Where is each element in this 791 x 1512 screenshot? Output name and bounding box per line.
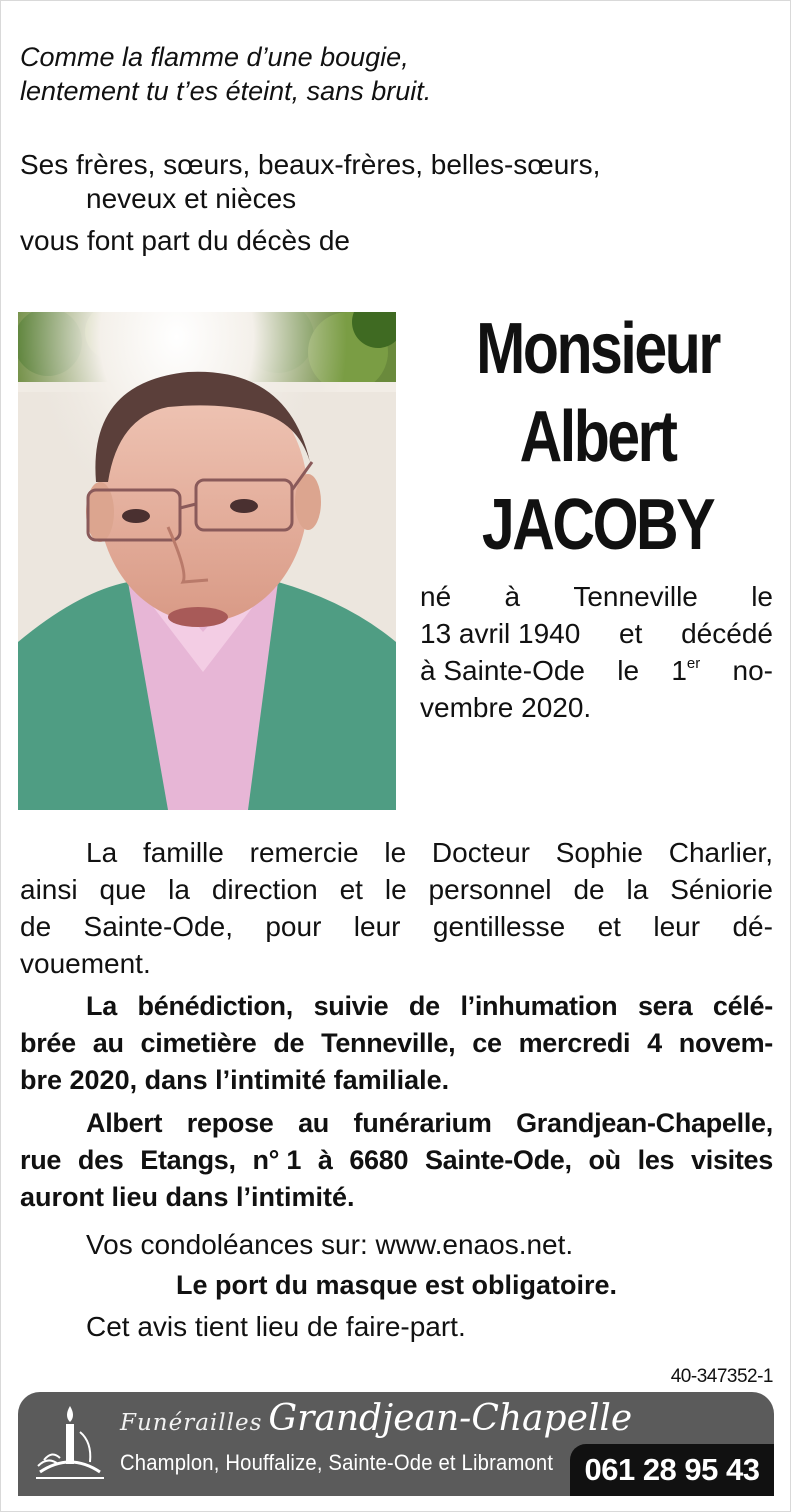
word: personnel	[428, 874, 552, 905]
ceremony-line-3: bre 2020, dans l’intimité familiale.	[20, 1065, 450, 1095]
thanks-line-1	[20, 834, 773, 871]
funeral-home-banner	[18, 1392, 774, 1496]
repose-line-2	[20, 1142, 773, 1179]
word: Sainte-Ode,	[424, 1145, 572, 1175]
word: gentillesse	[432, 911, 566, 942]
birth-word-le: le	[617, 655, 640, 686]
word: Grandjean-Chapelle,	[516, 1108, 773, 1138]
thanks-line-4: vouement.	[20, 948, 151, 979]
word: les	[637, 1145, 675, 1175]
word: brée	[20, 1028, 76, 1058]
birth-place-death: à Sainte-Ode	[420, 655, 585, 686]
word: et	[619, 618, 643, 649]
word: Sophie	[555, 837, 643, 868]
reference-number: 40-347352-1	[670, 1366, 773, 1387]
word: cimetière	[140, 1028, 257, 1058]
birth-line-4: vembre 2020.	[420, 692, 592, 723]
notice-line: Cet avis tient lieu de faire-part.	[86, 1311, 466, 1342]
day-number: 1	[671, 655, 687, 686]
candle-logo-icon	[30, 1402, 110, 1484]
word: de	[20, 911, 52, 942]
word: le	[384, 874, 407, 905]
word: à	[317, 1145, 333, 1175]
family-line-1: Ses frères, sœurs, beaux-frères, belles-sœurs,	[20, 149, 601, 180]
ceremony-paragraph	[20, 988, 773, 1099]
birth-line-1	[420, 578, 773, 615]
word: 4	[647, 1028, 662, 1058]
word: de	[573, 874, 605, 905]
word: Tenneville	[573, 581, 698, 612]
deceased-first-name: Albert	[519, 397, 676, 477]
word: n° 1	[252, 1145, 302, 1175]
word: décédé	[681, 618, 773, 649]
word: Tenneville,	[321, 1028, 456, 1058]
funeral-home-name	[120, 1398, 632, 1439]
word: Docteur	[431, 837, 530, 868]
word: leur	[353, 911, 401, 942]
word: direction	[211, 874, 318, 905]
day-ordinal: er	[686, 655, 701, 672]
family-announcement	[20, 148, 770, 258]
deceased-title: Monsieur	[476, 309, 719, 389]
thanks-line-2	[20, 871, 773, 908]
birth-day	[671, 652, 700, 689]
word: sera	[637, 991, 693, 1021]
word: 6680	[349, 1145, 409, 1175]
word: remercie	[249, 837, 359, 868]
family-line-3: vous font part du décès de	[20, 225, 350, 256]
ceremony-line-2	[20, 1025, 773, 1062]
word: des	[77, 1145, 124, 1175]
word: novem-	[678, 1028, 773, 1058]
thanks-line-3	[20, 908, 773, 945]
thanks-paragraph	[20, 834, 773, 982]
word: Séniorie	[670, 874, 773, 905]
word: mercredi	[518, 1028, 631, 1058]
birth-line-2	[420, 615, 773, 652]
word: bénédiction,	[137, 991, 293, 1021]
word: Etangs,	[140, 1145, 236, 1175]
word: visites	[691, 1145, 773, 1175]
word: 13 avril 1940	[420, 618, 581, 649]
word: famille	[142, 837, 224, 868]
portrait-photo	[18, 312, 396, 810]
word: la	[626, 874, 649, 905]
word: suivie	[313, 991, 389, 1021]
notice-body	[20, 834, 773, 1345]
brand-prefix: Funérailles	[120, 1410, 263, 1436]
mask-line: Le port du masque est obligatoire.	[175, 1270, 618, 1300]
ceremony-line-1	[20, 988, 773, 1025]
word: le	[751, 581, 773, 612]
repose-line-3: auront lieu dans l’intimité.	[20, 1182, 355, 1212]
phone-number: 061 28 95 43	[570, 1444, 774, 1496]
word: funérarium	[353, 1108, 492, 1138]
poem	[20, 40, 760, 108]
word: Albert	[86, 1108, 163, 1138]
word: au	[298, 1108, 329, 1138]
word: La	[86, 837, 118, 868]
repose-line-1	[20, 1105, 773, 1142]
word: ainsi	[20, 874, 78, 905]
poem-line-1: Comme la flamme d’une bougie,	[20, 42, 409, 72]
word: où	[588, 1145, 621, 1175]
word: que	[99, 874, 147, 905]
funeral-home-locations: Champlon, Houffalize, Sainte-Ode et Libramont	[120, 1450, 554, 1475]
word: pour	[265, 911, 322, 942]
birth-word-no: no-	[732, 655, 773, 686]
word: leur	[653, 911, 701, 942]
repose-paragraph	[20, 1105, 773, 1216]
birth-line-3	[420, 652, 773, 689]
brand-name: Grandjean-Chapelle	[268, 1398, 633, 1439]
portrait-illustration	[18, 312, 396, 810]
word: ce	[472, 1028, 502, 1058]
condolences-line: Vos condoléances sur: www.enaos.net.	[86, 1229, 574, 1260]
word: le	[384, 837, 407, 868]
word: au	[92, 1028, 124, 1058]
word: et	[597, 911, 621, 942]
word: rue	[20, 1145, 62, 1175]
poem-line-2: lentement tu t’es éteint, sans bruit.	[20, 76, 432, 106]
word: né	[420, 581, 452, 612]
word: et	[339, 874, 363, 905]
word: Charlier,	[668, 837, 773, 868]
word: la	[168, 874, 190, 905]
birth-death-info	[420, 578, 773, 726]
word: de	[273, 1028, 305, 1058]
word: célé-	[712, 991, 773, 1021]
word: dé-	[732, 911, 773, 942]
deceased-last-name: JACOBY	[481, 485, 714, 565]
word: de	[408, 991, 440, 1021]
word: La	[86, 991, 117, 1021]
deceased-name	[452, 305, 743, 569]
word: repose	[186, 1108, 274, 1138]
word: Sainte-Ode,	[83, 911, 233, 942]
word: à	[504, 581, 521, 612]
word: l’inhumation	[460, 991, 618, 1021]
family-line-2: neveux et nièces	[86, 183, 297, 214]
